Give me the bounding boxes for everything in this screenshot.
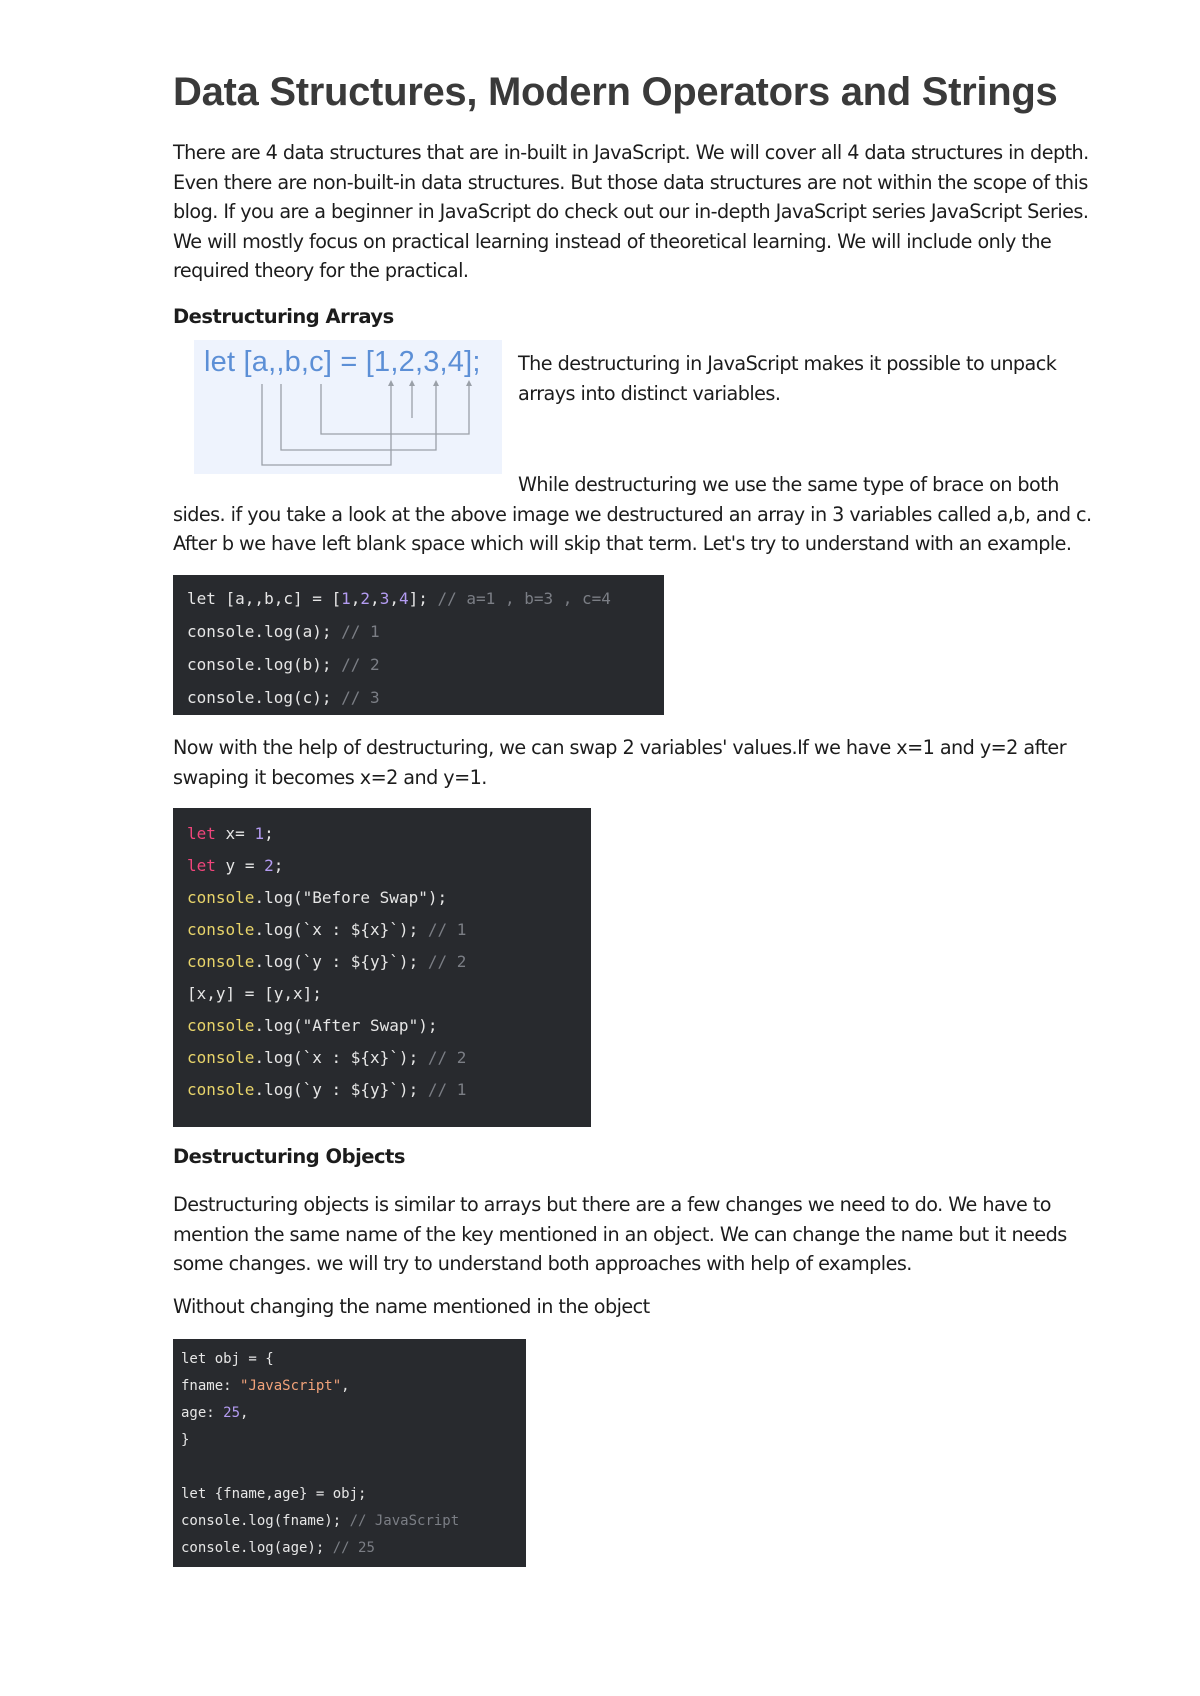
- code-line: [x,y] = [y,x];: [187, 984, 322, 1003]
- paragraph-line: some changes. we will try to understand both approaches with help of examples.: [173, 1252, 912, 1275]
- code-line: console.log(a); // 1: [187, 622, 380, 641]
- heading-destructuring-objects: Destructuring Objects: [173, 1145, 405, 1168]
- paragraph-line: swaping it becomes x=2 and y=1.: [173, 765, 487, 789]
- objects-explanation-paragraph: [173, 1190, 1093, 1279]
- code-line: let y = 2;: [187, 856, 284, 875]
- side-text-line: The destructuring in JavaScript makes it possible to unpack: [518, 352, 1057, 375]
- intro-paragraph: [173, 138, 1093, 286]
- paragraph-line: sides. if you take a look at the above image we destructured an array in 3 variables called a,b, and c.: [173, 502, 1092, 526]
- diagram-side-text: [518, 349, 1078, 408]
- code-line: console.log("Before Swap");: [187, 888, 448, 907]
- code-line: fname: "JavaScript",: [181, 1378, 350, 1394]
- code-line: age: 25,: [181, 1405, 249, 1421]
- side-text-line: arrays into distinct variables.: [518, 381, 781, 405]
- code-line: console.log(`x : ${x}`); // 1: [187, 920, 467, 939]
- code-line: console.log(`x : ${x}`); // 2: [187, 1048, 467, 1067]
- diagram-code-text: let [a,,b,c] = [1,2,3,4];: [204, 346, 481, 378]
- intro-line: blog. If you are a beginner in JavaScript do check out our in-depth JavaScript series JavaScript Series.: [173, 200, 1089, 223]
- paragraph-line: While destructuring we use the same type of brace on both: [518, 473, 1059, 496]
- code-line: let x= 1;: [187, 824, 274, 843]
- swap-explanation-paragraph: [173, 733, 1093, 792]
- intro-line: required theory for the practical.: [173, 259, 469, 282]
- diagram-arrows: [194, 340, 502, 474]
- code-line: console.log(`y : ${y}`); // 1: [187, 1080, 467, 1099]
- code-line: console.log(age); // 25: [181, 1540, 375, 1556]
- code-line: console.log(`y : ${y}`); // 2: [187, 952, 467, 971]
- code-block-array-destructuring: [173, 575, 664, 715]
- intro-line: We will mostly focus on practical learning instead of theoretical learning. We will include only the: [173, 229, 1052, 253]
- code-line: console.log(fname); // JavaScript: [181, 1513, 460, 1529]
- code-line: let {fname,age} = obj;: [181, 1486, 367, 1502]
- code-line: console.log(c); // 3: [187, 688, 380, 707]
- code-line: }: [181, 1432, 190, 1448]
- array-explanation-paragraph: [173, 470, 1093, 559]
- paragraph-line: mention the same name of the key mentioned in an object. We can change the name but it needs: [173, 1222, 1067, 1246]
- code-line: let [a,,b,c] = [1,2,3,4]; // a=1 , b=3 , c=4: [187, 589, 611, 608]
- destructuring-diagram-image: [194, 340, 502, 474]
- intro-line: Even there are non-built-in data structures. But those data structures are not within the scope of this: [173, 170, 1088, 194]
- heading-destructuring-arrays: Destructuring Arrays: [173, 305, 394, 328]
- code-block-swap: [173, 808, 591, 1127]
- paragraph-line: After b we have left blank space which will skip that term. Let's try to understand with an example.: [173, 532, 1072, 555]
- intro-line: There are 4 data structures that are in-built in JavaScript. We will cover all 4 data structures in depth.: [173, 141, 1089, 164]
- paragraph-line: Now with the help of destructuring, we can swap 2 variables' values.If we have x=1 and y=2 after: [173, 736, 1067, 759]
- code-line: let obj = {: [181, 1351, 274, 1367]
- code-block-object-destructuring: [173, 1339, 526, 1567]
- page-title: Data Structures, Modern Operators and Strings: [173, 70, 1058, 114]
- code-line: console.log(b); // 2: [187, 655, 380, 674]
- code-line: console.log("After Swap");: [187, 1016, 438, 1035]
- without-changing-name-text: Without changing the name mentioned in the object: [173, 1295, 650, 1318]
- paragraph-line: Destructuring objects is similar to arrays but there are a few changes we need to do. We have to: [173, 1193, 1051, 1216]
